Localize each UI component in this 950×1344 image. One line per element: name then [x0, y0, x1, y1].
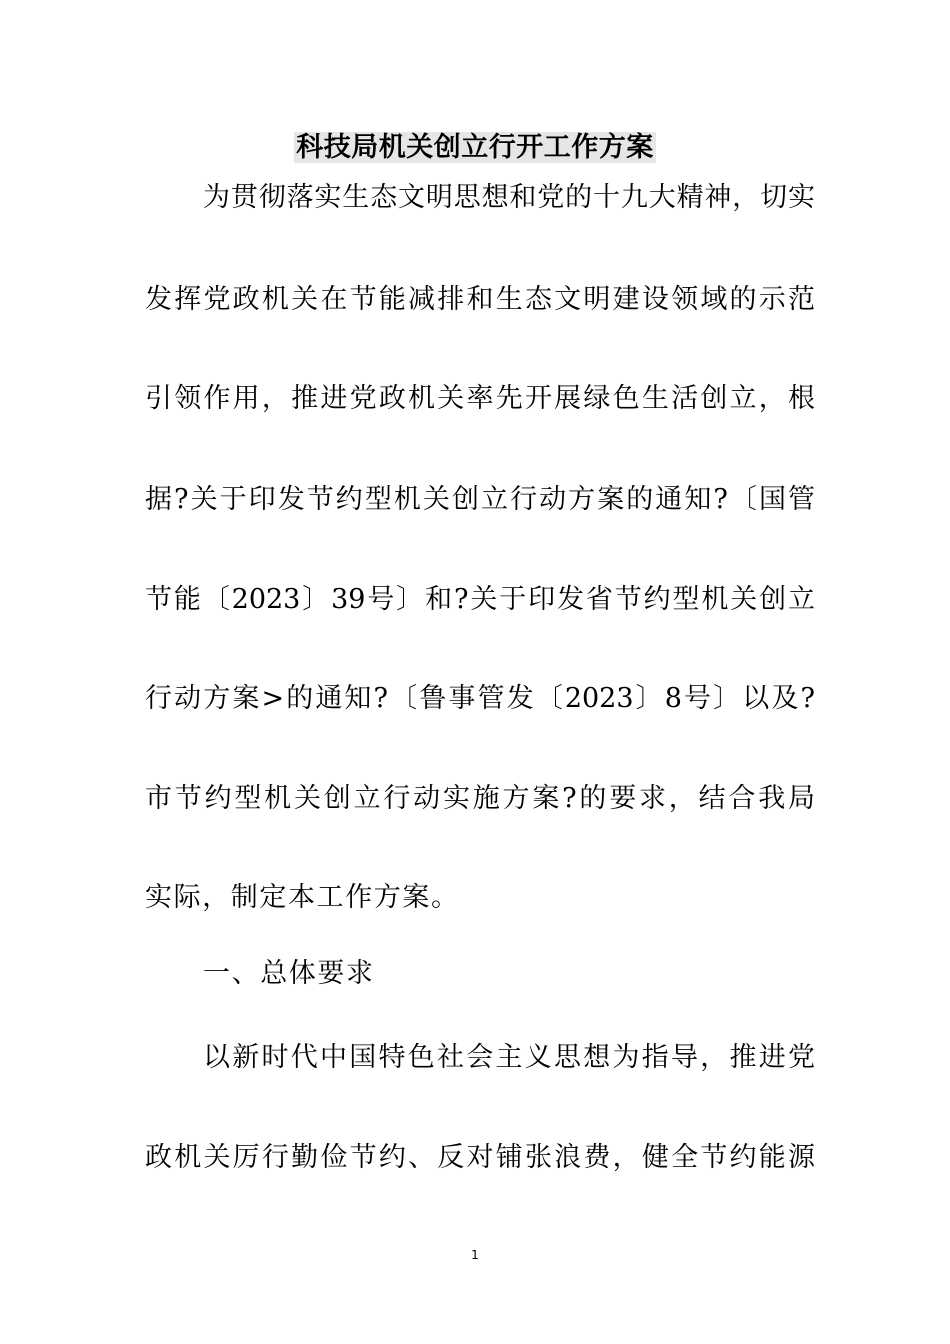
- page-number: 1: [471, 1248, 479, 1262]
- paragraph-line-5: 节能〔2023〕39号〕和?关于印发省节约型机关创立: [145, 584, 815, 615]
- paragraph-line-9: 以新时代中国特色社会主义思想为指导，推进党: [203, 1042, 815, 1073]
- paragraph-line-1: 为贯彻落实生态文明思想和党的十九大精神，切实: [203, 182, 815, 213]
- paragraph-line-3: 引领作用，推进党政机关率先开展绿色生活创立，根: [145, 383, 815, 414]
- paragraph-line-4: 据?关于印发节约型机关创立行动方案的通知?〔国管: [145, 484, 815, 515]
- section-heading: 一、总体要求: [203, 958, 375, 989]
- paragraph-line-7: 市节约型机关创立行动实施方案?的要求，结合我局: [145, 783, 815, 814]
- document-title-text: 科技局机关创立行开工作方案: [296, 132, 654, 163]
- document-title: [0, 128, 950, 168]
- paragraph-line-2: 发挥党政机关在节能减排和生态文明建设领域的示范: [145, 284, 815, 315]
- paragraph-line-6: 行动方案>的通知?〔鲁事管发〔2023〕8号〕以及?: [145, 683, 815, 714]
- paragraph-line-10: 政机关厉行勤俭节约、反对铺张浪费，健全节约能源: [145, 1142, 815, 1173]
- paragraph-line-8: 实际，制定本工作方案。: [145, 882, 460, 913]
